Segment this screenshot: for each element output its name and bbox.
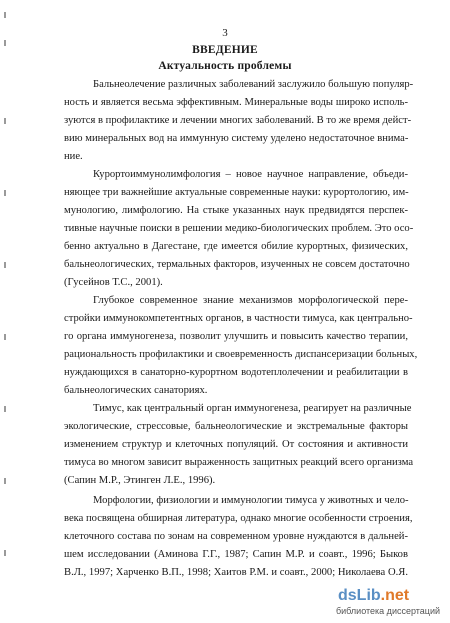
text-line: стройки иммунокомпетентных органов, в частности тимуса, как центрально- <box>64 313 413 324</box>
text-line: нуждающихся в санаторно-курортном водотеплолечении и реабилитации в <box>64 367 408 378</box>
text-line: няющее три важнейшие актуальные современные науки: курортологию, им- <box>64 187 409 198</box>
watermark <box>334 587 444 619</box>
text-line: (Сапин М.Р., Этинген Л.Е., 1996). <box>64 475 216 486</box>
text-line: В.Л., 1997; Харченко В.П., 1998; Хаитов Р.М. и соавт., 2000; Николаева О.Я. <box>64 567 408 578</box>
watermark-caption: библиотека диссертаций <box>336 606 441 616</box>
watermark-logo: dsLib.net <box>338 587 410 604</box>
text-line: тивные научные поиски в решении медико-биологических проблем. Это осо- <box>64 223 414 234</box>
text-line: бенно актуально в Дагестане, где имеется обилие курортных, физических, <box>64 241 408 252</box>
text-line: ность и является весьма эффективным. Минеральные воды широко исполь- <box>64 97 408 108</box>
text-line: Курортоиммунолимфология – новое научное направление, объеди- <box>93 169 408 180</box>
text-line: вию минеральных вод на иммунную систему уделено недостаточное внима- <box>64 133 409 144</box>
text-line: Морфологии, физиологии и иммунологии тимуса у животных и чело- <box>93 495 409 506</box>
page-number: 3 <box>222 27 228 39</box>
text-line: бальнеологических, термальных факторов, изученных не совсем достаточно <box>64 259 410 270</box>
text-line: тимуса во многом зависит выраженность защитных реакций всего организма <box>64 457 414 468</box>
text-line: мунологию, лимфологию. На стыке указанных наук предвидятся перспек- <box>64 205 408 216</box>
text-line: бальнеологических санаториях. <box>64 385 208 396</box>
section-title: ВВЕДЕНИЕ <box>192 44 258 56</box>
scan-margin-marks <box>4 0 10 623</box>
text-line: Тимус, как центральный орган иммуногенеза, реагирует на различные <box>93 403 412 414</box>
section-subtitle: Актуальность проблемы <box>158 60 292 72</box>
text-line: го органа иммуногенеза, позволит улучшить и повысить качество терапии, <box>64 331 408 342</box>
text-line: клеточного состава по зонам на современном уровне нуждаются в дальней- <box>64 531 408 542</box>
text-line: шем исследовании (Аминова Г.Г., 1987; Сапин М.Р. и соавт., 1996; Быков <box>64 549 408 560</box>
text-line: Глубокое современное знание механизмов морфологической пере- <box>93 295 408 306</box>
text-line: зуются в профилактике и лечении многих заболеваний. В то же время дейст- <box>64 115 412 126</box>
text-line: изменением структур и клеточных популяций. От состояния и активности <box>64 439 408 450</box>
text-line: Бальнеолечение различных заболеваний заслужило большую популяр- <box>93 79 414 90</box>
text-line: рациональность профилактики и своевременность диспансеризации больных, <box>64 349 418 360</box>
text-line: (Гусейнов Т.С., 2001). <box>64 277 163 288</box>
text-line: экологические, стрессовые, бальнеологические и экстремальные факторы <box>64 421 408 432</box>
text-line: века посвящена обширная литература, однако многие особенности строения, <box>64 513 413 524</box>
text-line: ние. <box>64 151 83 162</box>
